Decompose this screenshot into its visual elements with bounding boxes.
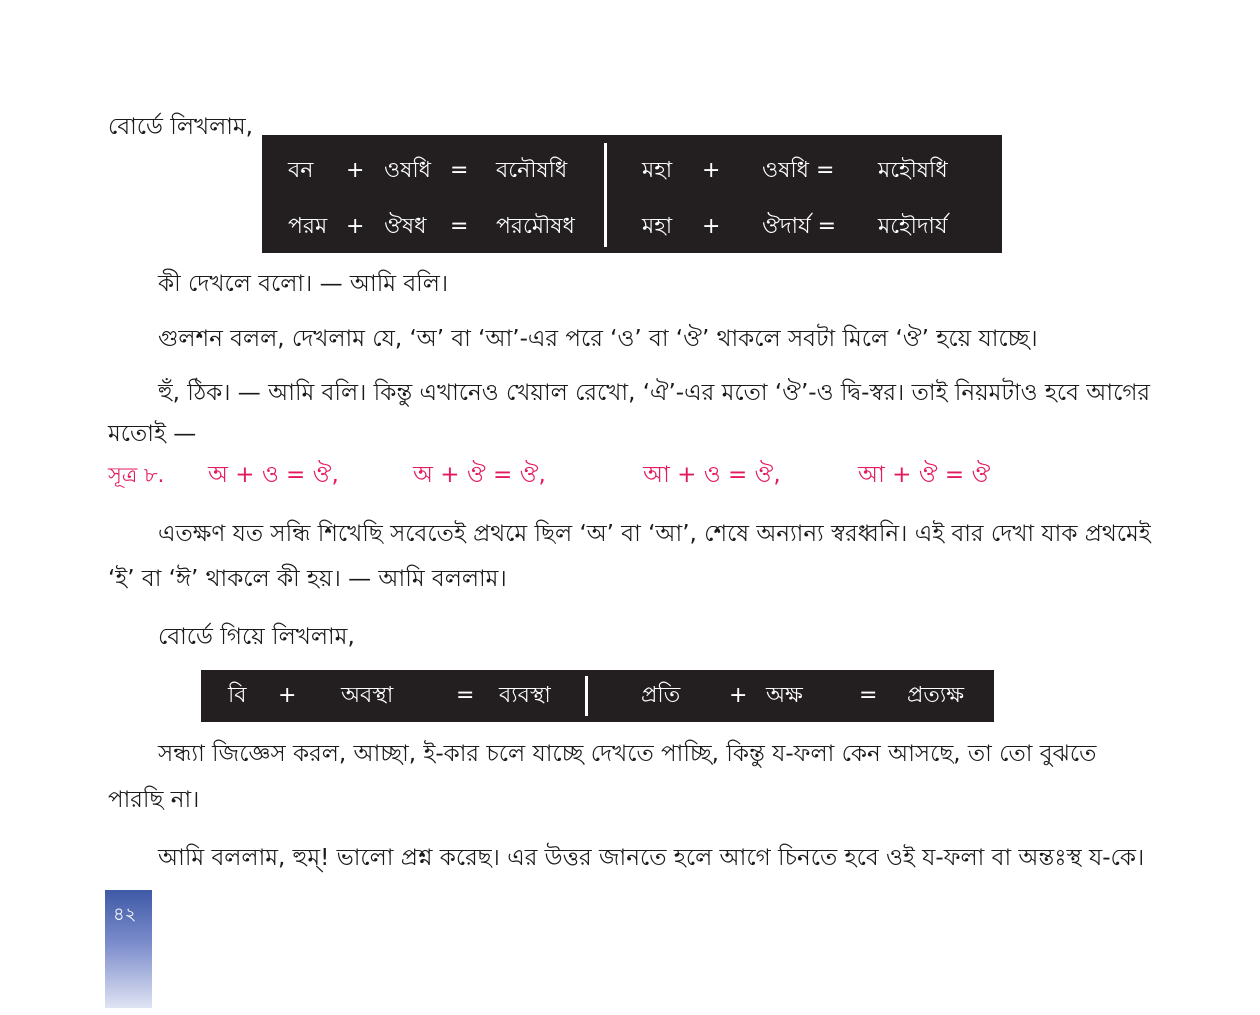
rule-item-1: অ + ও = ঔ, xyxy=(208,462,339,488)
page-number: ৪২ xyxy=(113,904,137,925)
board-2-equals: = xyxy=(456,683,475,708)
board-1-row1-term1: বন xyxy=(288,158,314,183)
paragraph-2: গুলশন বলল, দেখলাম যে, ‘অ’ বা ‘আ’-এর পরে ‘ও’ বা ‘ঔ’ থাকলে সবটা মিলে ‘ঔ’ হয়ে যাচ্ছে। xyxy=(158,326,1038,352)
board-1-row2-term3: মহা xyxy=(642,214,673,239)
paragraph-1: কী দেখলে বলো। — আমি বলি। xyxy=(158,271,449,297)
board-1-row2-term2: ঔষধ xyxy=(384,214,427,239)
board-2-equals2: = xyxy=(859,683,878,708)
board-2-plus: + xyxy=(278,683,297,708)
board-2-result: ব্যবস্থা xyxy=(499,683,551,708)
board-2-plus2: + xyxy=(729,683,748,708)
paragraph-6-line-2: পারছি না। xyxy=(108,787,200,813)
rule-item-3: আ + ও = ঔ, xyxy=(643,462,781,488)
board-2-result2: প্রত্যক্ষ xyxy=(907,683,965,708)
paragraph-4-line-1: এতক্ষণ যত সন্ধি শিখেছি সবেতেই প্রথমে ছিল ‘অ’ বা ‘আ’, শেষে অন্যান্য স্বরধ্বনি। এই বার দেখা যাক প্রথমেই xyxy=(158,521,1151,547)
board-1-row2-equals: = xyxy=(450,214,469,239)
board-1-row1-result: বনৌষধি xyxy=(496,158,568,183)
board-1-row2-term1: পরম xyxy=(288,214,328,239)
board-1-row2-result: পরমৌষধ xyxy=(496,214,575,239)
board-1-row2-plus: + xyxy=(346,214,365,239)
paragraph-5: বোর্ডে গিয়ে লিখলাম, xyxy=(158,624,355,650)
paragraph-3-line-1: হুঁ, ঠিক। — আমি বলি। কিন্তু এখানেও খেয়াল রেখো, ‘ঐ’-এর মতো ‘ঔ’-ও দ্বি-স্বর। তাই নিয়মটাও হবে আগের xyxy=(158,380,1151,406)
board-1-row2-result2: মহৌদার্য xyxy=(878,214,948,239)
board-1-row2-plus2: + xyxy=(702,214,721,239)
board-1-row2-term4: ঔদার্য = xyxy=(762,214,837,239)
rule-label: সূত্র ৮. xyxy=(108,463,165,487)
board-2-term2: অবস্থা xyxy=(341,683,394,708)
board-1-row1-equals: = xyxy=(450,158,469,183)
board-1 xyxy=(262,135,1002,253)
rule-item-2: অ + ঔ = ঔ, xyxy=(413,462,546,488)
board-1-row1-result2: মহৌষধি xyxy=(878,158,948,183)
board-1-row1-term2: ওষধি xyxy=(384,158,431,183)
paragraph-3-line-2: মতোই — xyxy=(108,421,197,447)
board-2-divider xyxy=(585,676,588,716)
intro-line: বোর্ডে লিখলাম, xyxy=(108,114,253,140)
board-2-term4: অক্ষ xyxy=(766,683,803,708)
paragraph-4-line-2: ‘ই’ বা ‘ঈ’ থাকলে কী হয়। — আমি বললাম। xyxy=(108,566,507,592)
board-1-row1-term3: মহা xyxy=(642,158,673,183)
board-2-term3: প্রতি xyxy=(641,683,681,708)
board-1-row1-plus: + xyxy=(346,158,365,183)
paragraph-7: আমি বললাম, হুম্! ভালো প্রশ্ন করেছ। এর উত্তর জানতে হলে আগে চিনতে হবে ওই য-ফলা বা অন্তঃস্থ য-কে। xyxy=(158,845,1145,871)
page-number-tab xyxy=(105,890,152,1008)
paragraph-6-line-1: সন্ধ্যা জিজ্ঞেস করল, আচ্ছা, ই-কার চলে যাচ্ছে দেখতে পাচ্ছি, কিন্তু য-ফলা কেন আসছে, তা তো বুঝতে xyxy=(158,741,1097,767)
rule-item-4: আ + ঔ = ঔ xyxy=(858,462,991,488)
board-2 xyxy=(201,670,994,722)
board-1-row1-term4: ওষধি = xyxy=(762,158,835,183)
board-1-divider xyxy=(604,143,607,247)
board-2-term1: বি xyxy=(228,683,247,708)
board-1-row1-plus2: + xyxy=(702,158,721,183)
